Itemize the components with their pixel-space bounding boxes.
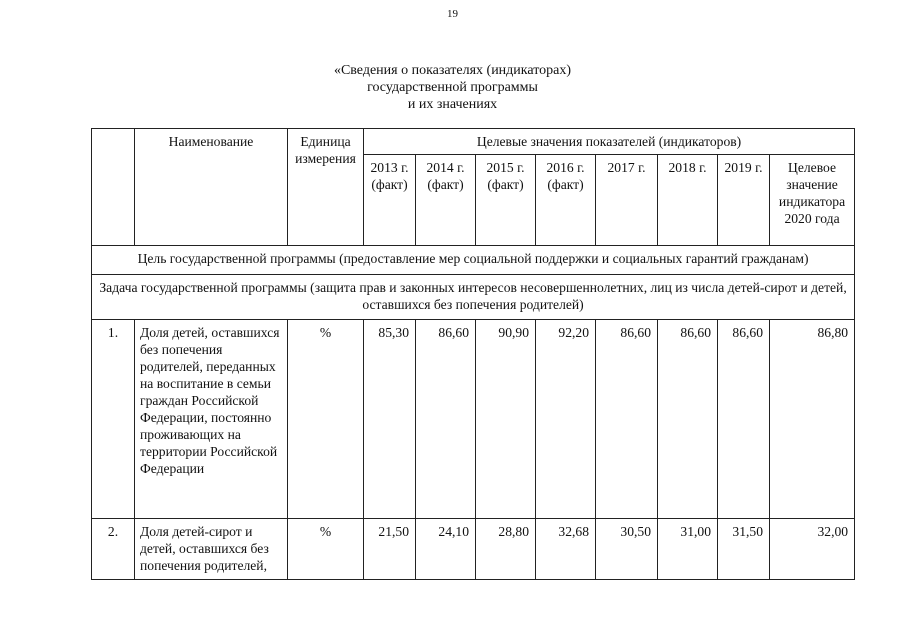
value-cell: 28,80: [476, 519, 536, 580]
title-line-3: и их значениях: [407, 97, 498, 112]
value-cell: 85,30: [364, 320, 416, 519]
target-value-cell: 32,00: [770, 519, 855, 580]
value-cell: 24,10: [416, 519, 476, 580]
indicators-table: [91, 128, 855, 580]
value-cell: 86,60: [416, 320, 476, 519]
value-cell: 31,00: [658, 519, 718, 580]
document-title: [0, 62, 905, 113]
header-year: 2014 г. (факт): [416, 155, 476, 246]
header-row: [92, 129, 855, 155]
header-year: 2015 г. (факт): [476, 155, 536, 246]
value-cell: 32,68: [536, 519, 596, 580]
value-cell: 86,60: [596, 320, 658, 519]
value-cell: 21,50: [364, 519, 416, 580]
title-line-2: государственной программы: [367, 80, 538, 95]
title-line-1: «Сведения о показателях (индикаторах): [333, 63, 572, 78]
task-text: Задача государственной программы (защита прав и законных интересов несовершеннолетних, лиц из числа детей-сирот и детей, оставшихся без попечения родителей): [92, 275, 855, 320]
header-target-values: Целевые значения показателей (индикаторов): [364, 129, 855, 155]
header-year: 2016 г. (факт): [536, 155, 596, 246]
goal-text: Цель государственной программы (предоставление мер социальной поддержки и социальных гарантий гражданам): [92, 246, 855, 275]
table-row: [92, 519, 855, 580]
header-unit: Единица измерения: [288, 129, 364, 246]
task-row: [92, 275, 855, 320]
indicator-name: Доля детей-сирот и детей, оставшихся без попечения родителей,: [135, 519, 288, 580]
header-year: 2019 г.: [718, 155, 770, 246]
value-cell: 90,90: [476, 320, 536, 519]
page-number: 19: [447, 8, 458, 20]
table-row: [92, 320, 855, 519]
header-target-2020: Целевое значение индикатора 2020 года: [770, 155, 855, 246]
value-cell: 30,50: [596, 519, 658, 580]
header-name: Наименование: [135, 129, 288, 246]
value-cell: 86,60: [718, 320, 770, 519]
value-cell: 86,60: [658, 320, 718, 519]
goal-row: [92, 246, 855, 275]
indicator-unit: %: [288, 320, 364, 519]
target-value-cell: 86,80: [770, 320, 855, 519]
row-number: 1.: [92, 320, 135, 519]
header-year: 2017 г.: [596, 155, 658, 246]
header-year: 2018 г.: [658, 155, 718, 246]
header-number-cell: [92, 129, 135, 246]
indicator-unit: %: [288, 519, 364, 580]
indicator-name: Доля детей, оставшихся без попечения родителей, переданных на воспитание в семьи граждан Российской Федерации, постоянно проживающих на территории Российской Федерации: [135, 320, 288, 519]
row-number: 2.: [92, 519, 135, 580]
header-year: 2013 г. (факт): [364, 155, 416, 246]
value-cell: 92,20: [536, 320, 596, 519]
value-cell: 31,50: [718, 519, 770, 580]
